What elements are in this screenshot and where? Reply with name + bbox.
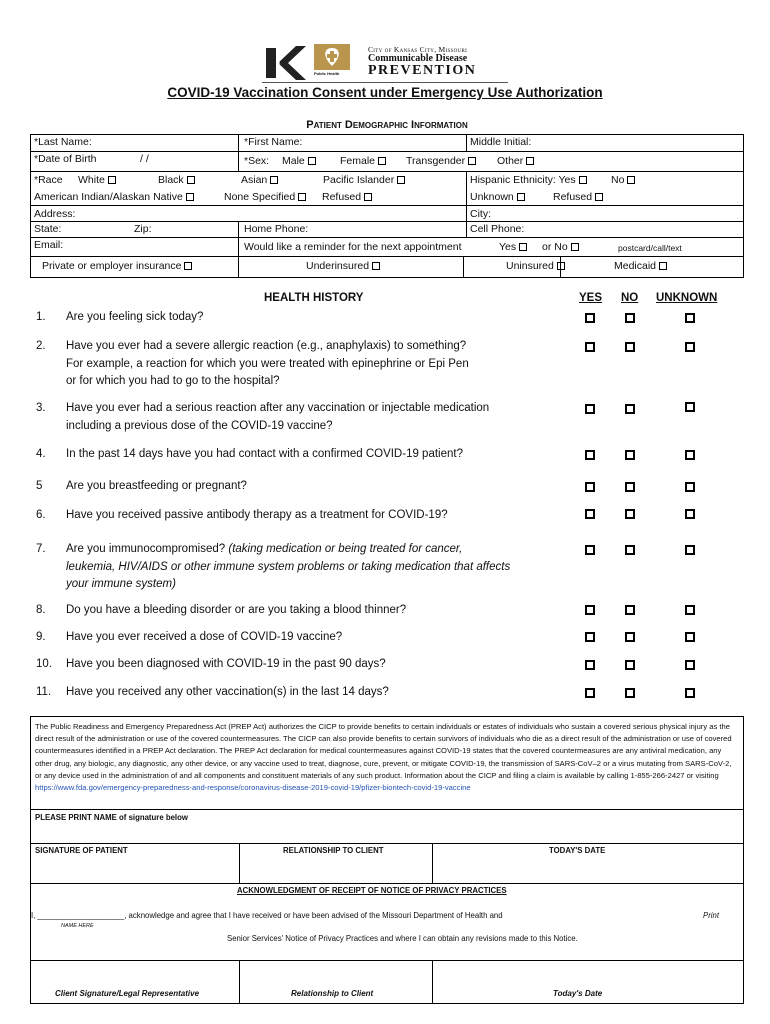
logo-text (368, 46, 476, 79)
q2-no-checkbox[interactable] (625, 342, 635, 352)
row-divider (30, 151, 744, 152)
insurance-uninsured-option[interactable] (506, 260, 565, 272)
column-unknown-header: UNKNOWN (656, 292, 718, 304)
col-divider (466, 221, 467, 237)
reminder-yes-label: Yes (499, 241, 517, 253)
insurance-medicaid-option[interactable] (614, 260, 667, 272)
row-divider (30, 171, 744, 172)
question-text-italic: leukemia, HIV/AIDS or other immune system problems or taking medication that affects (66, 560, 511, 573)
last-name-label: *Last Name: (34, 136, 92, 148)
col-divider (463, 256, 464, 277)
print-label: Print (703, 911, 720, 920)
q1-yes-checkbox[interactable] (585, 313, 595, 323)
sex-female-option[interactable] (340, 155, 386, 167)
col-divider (432, 960, 433, 1004)
question-10 (36, 656, 576, 674)
logo-public-health: Public Health (314, 71, 340, 76)
row-divider (31, 883, 743, 884)
race-none-option[interactable] (224, 191, 306, 203)
title-rule (262, 82, 508, 83)
race-pacific-option[interactable] (323, 174, 405, 186)
health-history-title: HEALTH HISTORY (264, 292, 364, 304)
q10-unknown-checkbox[interactable] (685, 660, 695, 670)
sex-male-option[interactable] (282, 155, 316, 167)
insurance-medicaid-label: Medicaid (614, 260, 657, 272)
question-number: 6. (36, 509, 46, 521)
insurance-underinsured-checkbox[interactable] (372, 262, 380, 270)
question-text: Have you received passive antibody therapy as a treatment for COVID-19? (66, 509, 448, 521)
insurance-private-option[interactable] (42, 260, 192, 272)
q5-yes-checkbox[interactable] (585, 482, 595, 492)
today-date-label: TODAY'S DATE (549, 846, 606, 855)
dob-label: *Date of Birth (34, 153, 97, 165)
sex-male-checkbox[interactable] (308, 157, 316, 165)
race-white-checkbox[interactable] (108, 176, 116, 184)
race-white-option[interactable] (78, 174, 116, 186)
question-text-line: Have you ever had a severe allergic reaction (e.g., anaphylaxis) to something? (66, 340, 467, 352)
column-yes-header: YES (579, 292, 603, 304)
hispanic-no-option[interactable] (611, 174, 635, 186)
sex-transgender-option[interactable] (406, 155, 476, 167)
sex-transgender-checkbox[interactable] (468, 157, 476, 165)
q6-no-checkbox[interactable] (625, 509, 635, 519)
question-text-line (66, 541, 576, 559)
q3-unknown-checkbox[interactable] (685, 402, 695, 412)
question-text-italic: your immune system) (66, 578, 176, 590)
insurance-uninsured-label: Uninsured (506, 260, 554, 272)
q7-unknown-checkbox[interactable] (685, 545, 695, 555)
sex-label: *Sex: (244, 155, 270, 167)
sex-other-option[interactable] (497, 155, 534, 167)
q8-yes-checkbox[interactable] (585, 605, 595, 615)
column-no-header: NO (621, 292, 639, 304)
race-black-option[interactable] (158, 174, 195, 186)
col-divider (30, 134, 31, 277)
col-divider (238, 134, 239, 171)
question-text-main: Are you immunocompromised? (66, 543, 226, 555)
question-number: 3. (36, 402, 46, 414)
question-text: Have you been diagnosed with COVID-19 in the past 90 days? (66, 658, 386, 670)
q3-no-checkbox[interactable] (625, 404, 635, 414)
question-1 (36, 309, 576, 327)
question-text-line: or for which you had to go to the hospital? (66, 375, 280, 387)
sex-other-label: Other (497, 155, 524, 167)
privacy-ack-line2: Senior Services' Notice of Privacy Practices and where I can obtain any revisions made to this Notice. (227, 934, 578, 943)
hispanic-refused-label: Refused (553, 191, 593, 203)
race-none-label: None Specified (224, 191, 296, 203)
row-divider (31, 960, 743, 961)
hispanic-refused-checkbox[interactable] (595, 193, 603, 201)
col-divider (466, 134, 467, 151)
question-11 (36, 684, 576, 702)
question-number: 1. (36, 311, 46, 323)
q9-unknown-checkbox[interactable] (685, 632, 695, 642)
question-5 (36, 478, 576, 496)
privacy-ack-title: ACKNOWLEDGMENT OF RECEIPT OF NOTICE OF PRIVACY PRACTICES (237, 886, 507, 895)
q2-unknown-checkbox[interactable] (685, 342, 695, 352)
q10-no-checkbox[interactable] (625, 660, 635, 670)
insurance-medicaid-checkbox[interactable] (659, 262, 667, 270)
question-text: Do you have a bleeding disorder or are you taking a blood thinner? (66, 604, 407, 616)
signature-patient-label: SIGNATURE OF PATIENT (35, 846, 128, 855)
logo-line2: Communicable Disease (368, 52, 468, 64)
q11-yes-checkbox[interactable] (585, 688, 595, 698)
question-7 (36, 541, 576, 594)
q4-unknown-checkbox[interactable] (685, 450, 695, 460)
first-name-label: *First Name: (244, 136, 303, 148)
reminder-no-option[interactable] (542, 241, 579, 253)
q7-yes-checkbox[interactable] (585, 545, 595, 555)
race-label: *Race (34, 174, 63, 186)
question-number: 4. (36, 448, 46, 460)
question-8 (36, 602, 576, 620)
question-text: In the past 14 days have you had contact with a confirmed COVID-19 patient? (66, 448, 463, 460)
insurance-uninsured-checkbox[interactable] (557, 262, 565, 270)
cell-phone-label: Cell Phone: (470, 223, 525, 235)
hispanic-label: Hispanic Ethnicity: Yes (470, 174, 576, 186)
q6-yes-checkbox[interactable] (585, 509, 595, 519)
race-none-checkbox[interactable] (298, 193, 306, 201)
zip-label: Zip: (134, 223, 152, 235)
print-name-label: PLEASE PRINT NAME of signature below (35, 813, 188, 822)
privacy-ack-line1: I, ____________________, acknowledge and agree that I have received or have been advised of the Missouri Department of Health and (31, 911, 503, 920)
question-2 (36, 338, 576, 391)
relationship-client-label: Relationship to Client (291, 989, 374, 998)
prep-act-text: The Public Readiness and Emergency Preparedness Act (PREP Act) authorizes the CICP to provide benefits to certain individuals or estates of individuals who sustain a covered serious physical injury as the direct result of the administration or use of the covered countermeasures. The CICP can also provide benefits to certain survivors of individuals who die as a direct result of the administration or use of covered countermeasures identified in a PREP Act declaration. The PREP Act declaration for medical countermeasures against COVID-19 states that the covered countermeasures are any antiviral medication, any other drug, any biologic, any diagnostic, any other device, or any vaccine used to treat, diagnose, cure, prevent, or mitigate COVID-19, the transmission of SARS-CoV–2 or a virus mutating from SARS-CoV-2, or any device used in the administration of and all components and constituent materials of any such product. Information about the CICP and filing a claim is available by calling 1-855-266-2427 or visiting (35, 722, 732, 780)
q8-no-checkbox[interactable] (625, 605, 635, 615)
row-divider (31, 809, 743, 810)
page-title: COVID-19 Vaccination Consent under Emergency Use Authorization (167, 85, 603, 100)
q9-no-checkbox[interactable] (625, 632, 635, 642)
row-divider (30, 277, 744, 278)
state-label: State: (34, 223, 62, 235)
name-here-label: NAME HERE (61, 923, 94, 929)
question-text: Have you received any other vaccination(s) in the last 14 days? (66, 686, 389, 698)
insurance-private-label: Private or employer insurance (42, 260, 182, 272)
hispanic-yes-option[interactable] (470, 174, 587, 186)
reminder-yes-option[interactable] (499, 241, 527, 253)
race-pacific-checkbox[interactable] (397, 176, 405, 184)
question-number: 11. (36, 686, 52, 698)
hispanic-refused-option[interactable] (553, 191, 603, 203)
client-signature-label: Client Signature/Legal Representative (55, 989, 200, 998)
logo-line1: City of Kansas City, Missouri (368, 45, 468, 54)
q11-no-checkbox[interactable] (625, 688, 635, 698)
reminder-no-checkbox[interactable] (571, 243, 579, 251)
hispanic-unknown-option[interactable] (470, 191, 525, 203)
reminder-no-label: or No (542, 241, 568, 253)
prep-act-notice (35, 721, 739, 794)
address-label: Address: (34, 208, 76, 220)
q1-no-checkbox[interactable] (625, 313, 635, 323)
question-4 (36, 446, 576, 464)
race-refused-checkbox[interactable] (364, 193, 372, 201)
race-pacific-label: Pacific Islander (323, 174, 395, 186)
question-number: 5 (36, 480, 43, 492)
sex-other-checkbox[interactable] (526, 157, 534, 165)
email-label: Email: (34, 239, 64, 251)
q4-no-checkbox[interactable] (625, 450, 635, 460)
legal-signature-section (30, 716, 744, 1004)
hispanic-no-checkbox[interactable] (627, 176, 635, 184)
question-text-line (66, 559, 576, 577)
q10-yes-checkbox[interactable] (585, 660, 595, 670)
race-asian-option[interactable] (241, 174, 278, 186)
q8-unknown-checkbox[interactable] (685, 605, 695, 615)
row-divider (30, 134, 744, 135)
reminder-method: postcard/call/text (618, 243, 682, 253)
row-divider (30, 256, 744, 257)
col-divider (466, 171, 467, 221)
col-divider (239, 960, 240, 1004)
question-9 (36, 629, 576, 647)
kc-logo-icon (262, 44, 308, 82)
insurance-private-checkbox[interactable] (184, 262, 192, 270)
question-3 (36, 400, 576, 435)
question-number: 8. (36, 604, 46, 616)
reminder-yes-checkbox[interactable] (519, 243, 527, 251)
race-black-checkbox[interactable] (187, 176, 195, 184)
question-number: 7. (36, 543, 46, 555)
reminder-label: Would like a reminder for the next appointment (244, 241, 462, 253)
row-divider (30, 205, 744, 206)
insurance-underinsured-label: Underinsured (306, 260, 370, 272)
q7-no-checkbox[interactable] (625, 545, 635, 555)
hispanic-unknown-label: Unknown (470, 191, 514, 203)
insurance-underinsured-option[interactable] (306, 260, 380, 272)
q6-unknown-checkbox[interactable] (685, 509, 695, 519)
race-am-indian-checkbox[interactable] (186, 193, 194, 201)
home-phone-label: Home Phone: (244, 223, 309, 235)
todays-date-label: Today's Date (553, 989, 603, 998)
dob-separator: / / (140, 153, 149, 165)
question-text-italic: (taking medication or being treated for cancer, (228, 543, 463, 555)
col-divider (432, 843, 433, 883)
question-text-line: Have you ever had a serious reaction after any vaccination or injectable medication (66, 402, 490, 414)
question-number: 9. (36, 631, 46, 643)
demographic-title: Patient Demographic Information (306, 119, 468, 131)
logo-line3: PREVENTION (368, 63, 477, 79)
question-number: 2. (36, 340, 46, 352)
q5-no-checkbox[interactable] (625, 482, 635, 492)
city-label: City: (470, 208, 491, 220)
race-am-indian-label: American Indian/Alaskan Native (34, 191, 183, 203)
col-divider (743, 134, 744, 277)
relationship-label: RELATIONSHIP TO CLIENT (283, 846, 384, 855)
q5-unknown-checkbox[interactable] (685, 482, 695, 492)
question-text: Are you feeling sick today? (66, 311, 204, 323)
question-text-line: including a previous dose of the COVID-19 vaccine? (66, 419, 333, 432)
hispanic-unknown-checkbox[interactable] (517, 193, 525, 201)
question-text-line: For example, a reaction for which you were treated with epinephrine or Epi Pen (66, 357, 469, 370)
question-text-line (66, 576, 576, 594)
row-divider (31, 843, 743, 844)
q4-yes-checkbox[interactable] (585, 450, 595, 460)
race-asian-checkbox[interactable] (270, 176, 278, 184)
row-divider (30, 237, 744, 238)
middle-initial-label: Middle Initial: (470, 136, 532, 148)
col-divider (238, 221, 239, 277)
hispanic-no-label: No (611, 174, 625, 186)
q9-yes-checkbox[interactable] (585, 632, 595, 642)
q1-unknown-checkbox[interactable] (685, 313, 695, 323)
q3-yes-checkbox[interactable] (585, 404, 595, 414)
sex-female-checkbox[interactable] (378, 157, 386, 165)
sex-transgender-label: Transgender (406, 155, 466, 167)
sex-female-label: Female (340, 155, 376, 167)
question-text: Are you breastfeeding or pregnant? (66, 480, 247, 492)
race-black-label: Black (158, 174, 184, 186)
sex-male-label: Male (282, 155, 305, 167)
race-asian-label: Asian (241, 174, 268, 186)
q11-unknown-checkbox[interactable] (685, 688, 695, 698)
col-divider (239, 843, 240, 883)
question-6 (36, 507, 576, 525)
row-divider (30, 221, 744, 222)
race-am-indian-option[interactable] (34, 191, 194, 203)
fda-link[interactable]: https://www.fda.gov/emergency-preparedness-and-response/coronavirus-disease-2019-covid-19/pfizer-biontech-covid-19-vaccine (35, 783, 471, 793)
demographic-section (30, 119, 744, 279)
hispanic-yes-checkbox[interactable] (579, 176, 587, 184)
q2-yes-checkbox[interactable] (585, 342, 595, 352)
question-text: Have you ever received a dose of COVID-19 vaccine? (66, 631, 343, 643)
race-white-label: White (78, 174, 105, 186)
question-number: 10. (36, 658, 52, 670)
race-refused-option[interactable] (322, 191, 372, 203)
race-refused-label: Refused (322, 191, 362, 203)
